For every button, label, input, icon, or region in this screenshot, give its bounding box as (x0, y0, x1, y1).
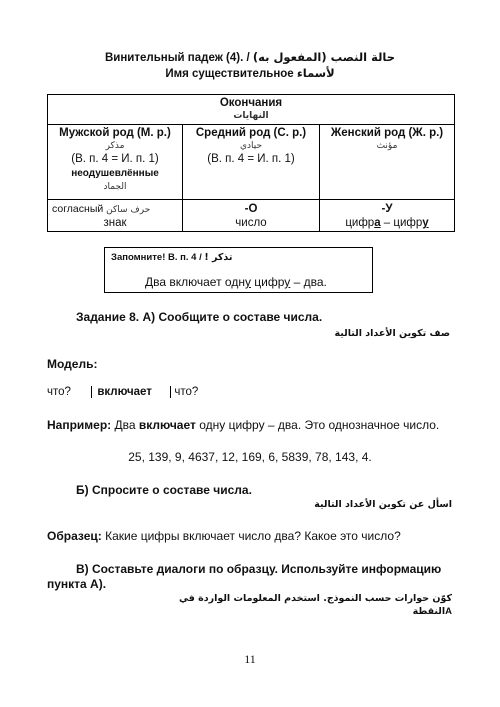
subtitle-ar: لأسماء (296, 66, 335, 80)
masculine-title: Мужской род (М. р.) (59, 127, 171, 139)
numbers-list: 25, 139, 9, 4637, 12, 169, 6, 5839, 78, 143, 4. (128, 450, 372, 464)
example-line: Например: Два включает одну цифру – два. Это однозначное число. (47, 418, 440, 432)
neuter-cell (183, 126, 319, 166)
model-middle: включает (91, 386, 152, 398)
subtitle-ru: Имя существительное (165, 68, 294, 80)
model-left: что? (47, 386, 71, 398)
feminine-ar: مؤنث (376, 141, 398, 151)
masculine-note: (В. п. 4 = И. п. 1) (71, 153, 159, 165)
neuter-title: Средний род (С. р.) (195, 127, 307, 139)
page-subtitle (40, 66, 460, 81)
task-b-title: Б) Спросите о составе числа. (76, 483, 252, 497)
masculine-cell (48, 126, 182, 193)
masculine-example: знак (103, 217, 127, 229)
endings-table (47, 94, 455, 232)
masculine-ending-ar: حرف ساكن (106, 205, 151, 215)
task-b-title-ar: اسأل عن تكوين الأعداد التالية (314, 499, 452, 510)
table-header: Окончания (219, 97, 283, 109)
title-ru: Винительный падеж (4). / (104, 52, 250, 64)
masculine-extra: неодушевлённые (71, 168, 159, 179)
sample-line: Образец: Какие цифры включает число два? Какое это число? (47, 529, 401, 543)
feminine-cell (320, 126, 454, 152)
remember-box (104, 247, 373, 293)
feminine-ending-cell (320, 202, 454, 230)
task-v-line1: В) Составьте диалоги по образцу. Используйте информацию (76, 562, 442, 576)
model-right: что? (170, 386, 198, 398)
remember-label: Запомните! В. п. 4 / تذكر ! (111, 252, 233, 263)
remember-sentence: Два включает одну цифру – два. (145, 275, 327, 289)
neuter-ending: -О (244, 203, 258, 215)
page-number: 11 (244, 652, 256, 666)
table-divider (48, 199, 454, 200)
feminine-title: Женский род (Ж. р.) (330, 127, 444, 139)
neuter-ar: حيادي (239, 141, 263, 151)
masculine-ending-label: согласный (52, 203, 104, 215)
model-label: Модель: (47, 357, 98, 371)
title-ar: حالة النصب (المفعول به) (252, 50, 395, 64)
task-v-line2: пункта А). (47, 577, 107, 591)
task-v-ar: كوّن حوارات حسب النموذج. استخدم المعلومات الواردة في النقطةA (179, 593, 452, 617)
table-header-ar: النهايات (233, 111, 269, 121)
neuter-note: (В. п. 4 = И. п. 1) (207, 153, 295, 165)
page-title (40, 50, 460, 65)
feminine-ending: -У (381, 203, 393, 215)
neuter-example: число (235, 217, 267, 229)
feminine-example: цифра – цифру (345, 217, 429, 229)
model-row (47, 385, 198, 399)
task8-title: Задание 8. А) Сообщите о составе числа. (76, 310, 323, 324)
task8-title-ar: صف تكوين الأعداد التالية (334, 328, 450, 339)
masculine-extra-ar: الجماد (103, 182, 127, 192)
neuter-ending-cell (183, 202, 319, 230)
masculine-ending-cell (48, 202, 182, 230)
masculine-ending (48, 202, 182, 216)
table-divider (48, 124, 454, 125)
masculine-ar: مذكر (105, 141, 125, 151)
